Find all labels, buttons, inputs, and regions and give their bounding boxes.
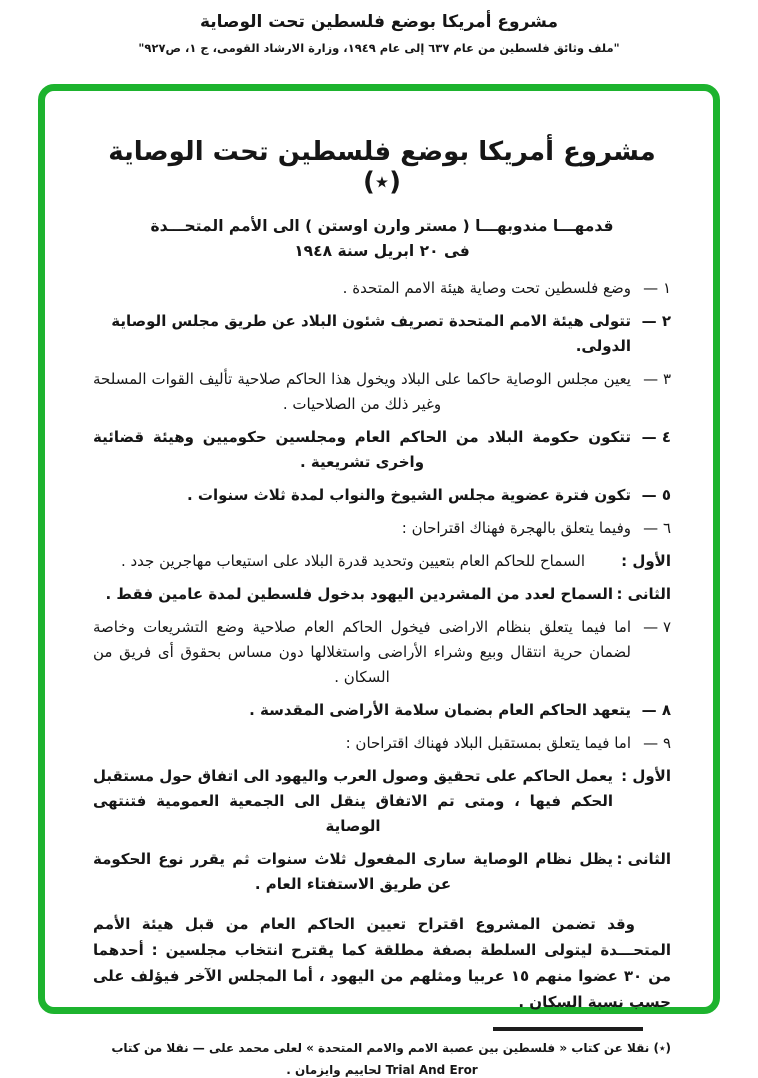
proposal-text: السماح لعدد من المشردين اليهود بدخول فلسطين لمدة عامين فقط . (105, 585, 613, 603)
list-item-5 (93, 483, 671, 508)
item-number: ٨ — (641, 701, 671, 719)
clauses-list (93, 276, 671, 897)
future-proposal-first (93, 764, 671, 839)
future-proposal-second (93, 847, 671, 897)
list-item-3 (93, 367, 671, 417)
item-text: تتولى هيئة الامم المتحدة تصريف شئون البلاد عن طريق مجلس الوصاية الدولى. (111, 312, 631, 355)
presenter-line: قدمهـــا مندوبهـــا ( مستر وارن اوستن ) الى الأمم المتحـــدة (150, 217, 614, 235)
proposal-label: الثانى : (616, 850, 671, 868)
proposal-label: الأول : (621, 767, 671, 785)
source-citation: "ملف وثائق فلسطين من عام ٦٣٧ إلى عام ١٩٤٩، وزارة الارشاد القومى، ج ١، ص٩٢٧" (138, 41, 620, 55)
item-text: وضع فلسطين تحت وصاية هيئة الامم المتحدة . (342, 279, 631, 297)
item-text: تتكون حكومة البلاد من الحاكم العام ومجلسين حكوميين وهيئة قضائية واخرى تشريعية . (93, 428, 631, 471)
list-item-2 (93, 309, 671, 359)
item-text: اما فيما يتعلق بنظام الاراضى فيخول الحاكم العام صلاحية وضع التشريعات وخاصة لضمان حرية انتقال وبيع وشراء الأراضى واستغلالها دون مساس بحقوق أى فريق من السكان . (93, 618, 631, 686)
item-number: ٦ — (643, 519, 671, 537)
item-number: ٢ — (641, 312, 671, 330)
proposal-label: الثانى : (616, 585, 671, 603)
footnote (93, 1038, 671, 1078)
list-item-9 (93, 731, 671, 756)
proposal-label: الأول : (621, 552, 671, 570)
list-item-4 (93, 425, 671, 475)
closing-paragraph: وقد تضمن المشروع اقتراح تعيين الحاكم العام من قبل هيئة الأمم المتحـــدة ليتولى السلطة بصفة مطلقة كما يقترح انتخاب مجلسين : أحدهما من ٣٠ عضوا منهم ١٥ عربيا ومثلهم من اليهود ، أما المجلس الآخر فيؤلف على حسب نسبة السكان . (93, 915, 671, 1011)
list-item-1 (93, 276, 671, 301)
immigration-proposal-first (93, 549, 671, 574)
item-number: ٩ — (643, 734, 671, 752)
immigration-proposal-second (93, 582, 671, 607)
item-number: ٧ — (643, 618, 671, 636)
footnote-separator (493, 1027, 643, 1031)
proposal-text: يظل نظام الوصاية سارى المفعول ثلاث سنوات ثم يقرر نوع الحكومة عن طريق الاستفتاء العام . (93, 850, 613, 893)
list-item-8 (93, 698, 671, 723)
document-content (45, 91, 713, 1078)
item-text: اما فيما يتعلق بمستقبل البلاد فهناك اقتراحان : (345, 734, 631, 752)
page-header-title: مشروع أمريكا بوضع فلسطين تحت الوصاية (199, 12, 558, 32)
item-number: ٣ — (643, 370, 671, 388)
date-line: فى ٢٠ ابريل سنة ١٩٤٨ (294, 242, 470, 260)
item-number: ٤ — (641, 428, 671, 446)
item-number: ١ — (643, 279, 671, 297)
list-item-7 (93, 615, 671, 690)
list-item-6 (93, 516, 671, 541)
footnote-line-2: Trial And Eror لحاييم وايزمان . (286, 1063, 478, 1077)
proposal-text: يعمل الحاكم على تحقيق وصول العرب واليهود الى اتفاق حول مستقبل الحكم فيها ، ومتى تم الاتفاق ينقل الى الجمعية العمومية فتنتهى الوصاية (93, 767, 613, 835)
proposal-text: السماح للحاكم العام بتعيين وتحديد قدرة البلاد على استيعاب مهاجرين جدد . (120, 552, 586, 570)
item-text: تكون فترة عضوية مجلس الشيوخ والنواب لمدة ثلاث سنوات . (187, 486, 631, 504)
item-number: ٥ — (641, 486, 671, 504)
item-text: وفيما يتعلق بالهجرة فهناك اقتراحان : (401, 519, 631, 537)
item-text: يعين مجلس الوصاية حاكما على البلاد ويخول هذا الحاكم صلاحية تأليف القوات المسلحة وغير ذلك من الصلاحيات . (93, 370, 631, 413)
document-title: مشروع أمريكا بوضع فلسطين تحت الوصاية (٭) (108, 137, 656, 197)
item-text: يتعهد الحاكم العام بضمان سلامة الأراضى المقدسة . (249, 701, 631, 719)
page-header (0, 12, 758, 55)
footnote-line-1: (٭) نقلا عن كتاب « فلسطين بين عصبة الامم والامم المتحدة » لعلى محمد على — نقلا من كتاب (111, 1041, 671, 1055)
